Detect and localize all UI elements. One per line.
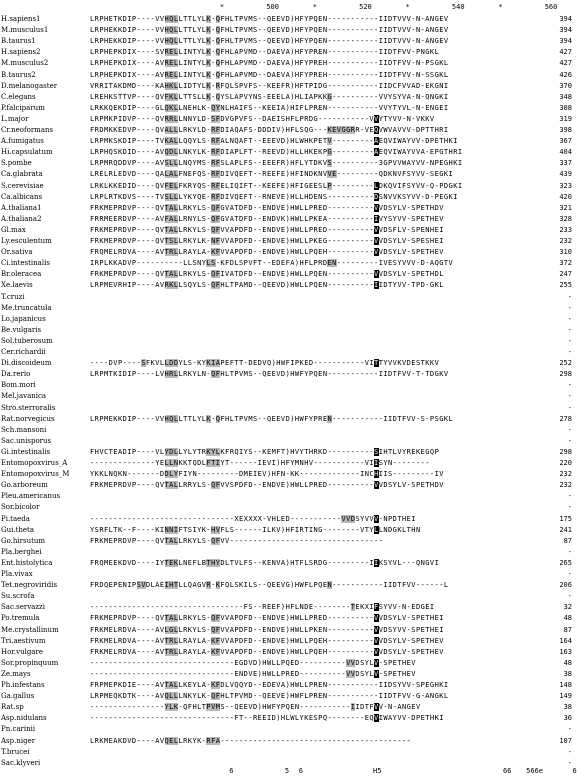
species-name: Or.sativa <box>1 248 33 257</box>
residue-count: 308 <box>559 103 572 112</box>
species-name: Mel.javanica <box>1 392 47 401</box>
species-name: Rat.sp <box>1 703 24 712</box>
residue-count: 206 <box>559 581 572 590</box>
species-name: Tet.negroviridis <box>1 581 58 590</box>
alignment-row <box>0 147 576 158</box>
alignment-row <box>0 303 576 314</box>
residue-count: 265 <box>559 558 572 567</box>
alignment-row <box>0 558 576 569</box>
sequence-text: LRKMEAKDVD----AVQELLRKYK-RFA----------------------------------------- <box>90 736 412 745</box>
species-name: Asp.niger <box>1 736 36 745</box>
species-name: Ci.intestinalis <box>1 259 50 268</box>
residue-count: 404 <box>559 148 572 157</box>
residue-count: 232 <box>559 470 572 479</box>
species-name: T.cruzi <box>1 292 25 301</box>
conservation-mark: 6 <box>298 767 304 775</box>
sequence-text: LRPHEPKDIX----AVRELLINTYLK-QFHLAPVMD--DAEVA)HFYPREH-----------IIDTFVV-N-SSGKL <box>90 70 449 79</box>
residue-count: 107 <box>559 736 572 745</box>
species-name: Cr.neoformans <box>1 126 54 134</box>
sequence-text: IRPLKKADVP----------LLSNYLS-KFDLSPVFT--EDEFA)HFLPRDEN---------IVESYVVV-D-AQGTV <box>90 259 454 268</box>
alignment-row <box>0 502 576 513</box>
sequence-text: LRPMEQKDTK----AVQLLLNKYLK-QFHLTPVMD--QEEVE)HWFLPREN-----------IIDTFVV-G-ANGKL <box>90 692 449 701</box>
alignment-row <box>0 269 576 280</box>
alignment-row <box>0 525 576 536</box>
alignment-row <box>0 480 576 491</box>
species-name: B.taurus2 <box>1 70 36 79</box>
residue-count: - <box>567 492 572 501</box>
alignment-row <box>0 425 576 436</box>
sequence-text: FHVCTEADIP----VLYDLLYLYTRKYLKFRQIYS--KEMFT)HVYTHRKD----------SIHTLVYREKEGQP <box>90 447 440 456</box>
residue-count: 148 <box>559 681 572 689</box>
residue-count: - <box>567 747 572 756</box>
species-name: Bom.mori <box>1 381 36 390</box>
sequence-text: LRELRLEDVD----QALALFNEFQS-RFDIVQEFT--REEFE)HFINDKNVVE---------QDKNVFSYVV-SEGKI <box>90 170 454 179</box>
sequence-text: LRPHETKDIP----VVHQLLTTLYLK-QFHLTPVMS--QEEVD)HFYPQEN-----------IIDTVVV-N-ANGEV <box>90 15 449 23</box>
ruler-tick: 560 <box>544 3 558 11</box>
alignment-row <box>0 236 576 247</box>
species-name: Pla.berghei <box>1 547 42 556</box>
sequence-text: LRKLKKEDID----QVFELFKRYQS-RFELIQIFT--KEEFE)HFIGEESLP---------LDKQVIFSYVV-Q-PDGKI <box>90 181 463 190</box>
species-name: D.melanogaster <box>1 81 58 90</box>
alignment-row <box>0 70 576 81</box>
sequence-text: YSRFLTK--F----KINNIFTSIYK-HVFLS------ILKV)HFIRTING--------VTYLLNDGKLTHN <box>90 525 421 534</box>
species-name: Gui.theta <box>1 525 35 534</box>
residue-count: 232 <box>559 237 572 245</box>
sequence-text: FRRMEERDVP----AVFALLRNYLS-QFGVATDFD--ENDVK)HWLLPKEA----------IVYSYVV-SPETHEV <box>90 214 444 223</box>
conservation-mark: 5 <box>284 767 290 775</box>
residue-count: 48 <box>563 658 572 667</box>
residue-count: 398 <box>559 126 572 134</box>
alignment-row <box>0 724 576 735</box>
species-name: Be.vulgaris <box>1 325 42 334</box>
sequence-text: -------------------------------ENDVE)HWLLPRED----------VVDSYLV-SPETHEV <box>90 669 416 678</box>
residue-count: 337 <box>559 159 572 168</box>
species-name: Ent.histolytica <box>1 558 53 567</box>
species-name: Hi.capsulatum <box>1 148 53 157</box>
alignment-row <box>0 458 576 469</box>
residue-count: 87 <box>563 536 572 545</box>
species-name: Cer.richardii <box>1 348 46 356</box>
species-name: Ze.mays <box>1 669 31 678</box>
residue-count: 38 <box>563 669 572 678</box>
sequence-text: LRPMEVRHIP----AVRKLLSQYLS-QFHLTPAMD--QEEVD)HWLLPQEN----------IIDTYVV-TPD-GKL <box>90 281 444 290</box>
residue-count: 241 <box>559 525 572 534</box>
alignment-row <box>0 580 576 591</box>
species-name: S.pombe <box>1 159 32 168</box>
species-name: Sac.klyveri <box>1 758 41 767</box>
residue-count: - <box>567 325 572 334</box>
residue-count: 439 <box>559 170 572 179</box>
residue-count: 232 <box>559 481 572 490</box>
species-name: Da.rerio <box>1 370 31 379</box>
alignment-row <box>0 591 576 602</box>
ruler-tick: 540 <box>451 3 465 11</box>
sequence-text: ----DVP----SFKVLLDDYLS-KYKIAPEFTT-DEDVQ)HWFIPKED-----------VITTYVVKVDESTKKV <box>90 359 440 368</box>
alignment-row <box>0 114 576 125</box>
residue-count: 321 <box>559 203 572 212</box>
species-name: Gl.max <box>1 225 26 234</box>
sequence-text: LRPMTKIDIP----LVHRLLRKYLN-QFHLTPVMS--QEEVD)HWFYPQEN-----------IIDTFVV-T-TDGKV <box>90 370 449 379</box>
residue-count: 32 <box>563 603 572 612</box>
alignment-row <box>0 292 576 303</box>
species-name: Ly.esculentum <box>1 237 52 245</box>
alignment-row <box>0 347 576 358</box>
species-name: Pi.taeda <box>1 514 30 523</box>
residue-count: - <box>567 436 572 445</box>
residue-count: 420 <box>559 192 572 201</box>
ruler-tick: 500 <box>266 3 279 11</box>
alignment-row <box>0 669 576 680</box>
conservation-mark: 566e <box>526 767 544 775</box>
residue-count: - <box>567 292 572 301</box>
sequence-text: FRDMKKEDVP----QVALLLRKYLD-RFDIAQAFS-DDDIV)HFLSQG---KEVGGRR-VEQVWVAVVV-DPTTHRI <box>90 126 449 134</box>
alignment-row <box>0 225 576 236</box>
sequence-text: VRRITAKDMD----KAHKLLIDTYLK-RFQLSPVFS--KEEFR)HFTPIDG-----------IIDCFVVAD-EKGNI <box>90 81 449 90</box>
alignment-row <box>0 691 576 702</box>
species-name: Me.truncatula <box>1 303 52 312</box>
sequence-text: LRPMRQDDVP----AVSLLLNQYMS-RFSLAPLFS--EEEFR)HFLYTDKVS----------3GPVVWAYVV-NPEGHKI <box>90 159 463 168</box>
species-name: Pleu.americanus <box>1 492 61 501</box>
alignment-row <box>0 536 576 547</box>
species-name: Sch.mansoni <box>1 425 47 434</box>
conservation-mark: 66 <box>502 767 512 775</box>
sequence-text: FRKMEPRDVP----QVTALLRKYLS-QFGVATDFD--ENDVE)HWLLPRED----------VVDSYLV-SPETHDV <box>90 203 444 212</box>
alignment-row <box>0 680 576 691</box>
alignment-row <box>0 258 576 269</box>
species-name: Ph.infestans <box>1 681 45 689</box>
alignment-row <box>0 181 576 192</box>
species-name: L.major <box>1 114 29 123</box>
alignment-row <box>0 414 576 425</box>
sequence-text: LRPHEKKDIP----VVHQLLTTLYLK-QFHLTPVMS--QEEVD)HFYPQEN-----------IIDTVVV-N-ANGEV <box>90 26 449 35</box>
alignment-row <box>0 469 576 480</box>
alignment-row <box>0 247 576 258</box>
species-name: P.falciparum <box>1 103 45 112</box>
residue-count: - <box>567 381 572 390</box>
alignment-row <box>0 747 576 758</box>
sequence-text: FRKMELRDVA----AVTRLLRAYLA-KFVVAPDFD--ENDVE)HWLLPQEH----------VVDSYLV-SPETHEV <box>90 636 444 645</box>
sequence-text: -------------------------------XEXXXX-VHLED-----------VVDSYVVV-NPDTHEI <box>90 514 416 523</box>
residue-count: - <box>567 725 572 734</box>
residue-count: 87 <box>563 625 572 634</box>
alignment-row <box>0 658 576 669</box>
sequence-text: LRPMKSKDIP----TVKALLQQYLS-RFALNQAFT--EEEVD)HLWHKPETV---------AEQVIWAYVV-DPETHKI <box>90 137 458 146</box>
species-name: Lo.japanicus <box>1 314 46 323</box>
species-name: Sol.tuberosum <box>1 336 53 345</box>
residue-count: - <box>567 336 572 345</box>
alignment-row <box>0 158 576 169</box>
alignment-row <box>0 125 576 136</box>
sequence-text: FRPMEPKDIE----AVTALLKEYLA-KFDLVQQYD--EDEVA)HWLLPREN-----------IIDSYVV-SPEGHKI <box>90 681 449 689</box>
alignment-row <box>0 192 576 203</box>
alignment-row <box>0 391 576 402</box>
species-name: Sor.propinquum <box>1 658 59 667</box>
alignment-row <box>0 81 576 92</box>
alignment-row <box>0 380 576 391</box>
alignment-row <box>0 403 576 414</box>
conservation-mark: H5 <box>373 767 382 775</box>
residue-count: 348 <box>559 92 572 101</box>
alignment-row <box>0 369 576 380</box>
residue-count: 255 <box>559 281 572 290</box>
alignment-row <box>0 36 576 47</box>
residue-count: - <box>567 392 572 401</box>
residue-count: - <box>567 303 572 312</box>
sequence-text: FRDQEPENIPSVDLAEIHTLLQAGVR-KFQLSKILS--QEEVG)HWFLPQEN-----------IIDTFVV------L <box>90 581 449 590</box>
residue-count: 38 <box>563 703 572 712</box>
species-name: H.sapiens2 <box>1 48 41 57</box>
residue-count: - <box>567 425 572 434</box>
species-name: Sac.unisporus <box>1 436 52 445</box>
sequence-text: --------------YELLNKKTQDLFTIYT------IEVI)HFYMNHV-----------VIISYN-------- <box>90 459 430 467</box>
species-name: Sac.servazzi <box>1 603 45 612</box>
alignment-row <box>0 702 576 713</box>
alignment-row <box>0 647 576 658</box>
sequence-text: FRKMEPRDVP----QVTALLRRYLS-QFVVSPDFD--ENDVE)HWLLPRED----------VVDSYLV-SPETHDV <box>90 481 444 490</box>
residue-count: 310 <box>559 248 572 257</box>
residue-count: 427 <box>559 48 572 57</box>
sequence-text: LRKKQEKDIP----GLQKLLNEHLK-QYNLHAIFS--KEEIA)HIFLPREN-----------VVYTYVL-N-ENGEI <box>90 103 449 112</box>
species-name: Go.hirsutum <box>1 536 46 545</box>
species-name: Sor.bicolor <box>1 503 40 512</box>
ruler-tick: * <box>219 3 225 11</box>
residue-count: 48 <box>563 614 572 623</box>
sequence-text: FRKMELRDVA----AVTRLLRAYLA-KFVVAPDFD--ENDVE)HWLLPQEH----------VVDSYLV-SPETHEV <box>90 647 444 656</box>
sequence-text: FRKMEPRDVP----QVTALLRKYLS-QFIVATDFD--ENDVE)HWLLPQEN----------VVDSYLV-SPETHDL <box>90 270 444 279</box>
sequence-text: LRPLRTKDVS----TVSLLLYKYQE-RFDIVQEFT--RNEVE)HLLHDENS----------DSNVVKSYVV-D-PEGKI <box>90 192 458 201</box>
residue-count: 298 <box>559 370 572 379</box>
residue-count: 394 <box>559 15 572 23</box>
alignment-row <box>0 47 576 58</box>
residue-count: 372 <box>559 259 572 268</box>
residue-count: 394 <box>559 26 572 35</box>
alignment-row <box>0 514 576 525</box>
alignment-row <box>0 325 576 336</box>
alignment-row <box>0 336 576 347</box>
residue-count: 233 <box>559 225 572 234</box>
alignment-row <box>0 92 576 103</box>
residue-count: - <box>567 758 572 767</box>
alignment-row <box>0 25 576 36</box>
residue-count: 252 <box>559 359 572 368</box>
residue-count: 278 <box>559 414 572 423</box>
alignment-row <box>0 58 576 69</box>
species-name: Di.discoideum <box>1 359 52 368</box>
residue-count: - <box>567 314 572 323</box>
sequence-text: YKKLNQKN-------DDLYFIYN---------DMEIEV)HFN-KK-------------INCHIIS---------IV <box>90 470 444 479</box>
sequence-text: LREHKSTTVP----QVFKLLTTSLLK-QYSLAPVYNS-EEELA)HLIAPKKG----------VVYSYVA-N-QNGKI <box>90 92 449 101</box>
alignment-row <box>0 613 576 624</box>
sequence-text: FRQMEEKDVD----IYTEKLNEFLBTHYDLTVLFS--KENVA)HTFLSRDG---------IIKSYVL---QNGVI <box>90 558 440 567</box>
sequence-text: LRPHEPKDIX----AVRELLINTYLK-QFHLAPVMD--DAEVA)HFYPREH-----------IIDTFVV-N-PSGKL <box>90 59 449 68</box>
residue-count: 427 <box>559 59 572 68</box>
species-name: Go.arboreum <box>1 481 48 490</box>
conservation-footer <box>0 766 576 776</box>
conservation-mark: 6 <box>572 767 577 775</box>
residue-count: - <box>567 592 572 601</box>
alignment-row <box>0 636 576 647</box>
species-name: Pla.vivax <box>1 570 33 578</box>
residue-count: 175 <box>559 514 572 523</box>
alignment-row <box>0 491 576 502</box>
sequence-text: -------------------------------FT--REEID)HLWLYKESPQ--------EQVIWAYVV-DPETHKI <box>90 714 444 723</box>
species-name: Ga.gallus <box>1 692 35 701</box>
species-name: M.musculus2 <box>1 59 49 68</box>
species-name: Asp.nidulans <box>1 714 47 723</box>
species-name: Ca.glabrata <box>1 170 43 179</box>
sequence-text: LRPMKPIDVP----QVRRLLNNYLD-SFDVGPVFS--DAEISHFLPRDG-----------VVYTYVV-N-VKKV <box>90 114 435 123</box>
residue-count: 319 <box>559 114 572 123</box>
species-name: Entomopoxvirus_A <box>1 459 68 467</box>
conservation-mark: 6 <box>229 767 234 775</box>
ruler-tick: * <box>312 3 317 11</box>
species-name: S.cerevisiae <box>1 181 44 190</box>
alignment-row <box>0 203 576 214</box>
species-name: Xe.laevis <box>1 281 33 290</box>
species-name: Me.crystallinum <box>1 625 59 634</box>
species-name: Ca.albicans <box>1 192 43 201</box>
position-ruler <box>0 2 576 12</box>
residue-count: 323 <box>559 181 572 190</box>
residue-count: - <box>567 547 572 556</box>
residue-count: 298 <box>559 447 572 456</box>
residue-count: 367 <box>559 137 572 146</box>
alignment-row <box>0 713 576 724</box>
residue-count: 247 <box>559 270 572 279</box>
sequence-text: LRPHEPKDIX----SVRELLINTYLK-QFHLAPVMD--DAEVA)HFYPREN-----------IIDTFVV-PNGKL <box>90 48 440 57</box>
species-name: Hor.vulgare <box>1 647 43 656</box>
species-name: H.sapiens1 <box>1 15 41 23</box>
sequence-text: LRPMEKKDIP----VVHQLLTTLYLK-QFHLTPVMS--QEEVD)HWFYPREN-----------IIDTFVV-S-PSGKL <box>90 414 454 423</box>
species-name: Su.scrofa <box>1 592 35 601</box>
sequence-text: FRKMELRDVA----AVLGLLRKYLS-QFVVAPDFD--ENDVE)HWLLPKEN----------VVDSYVV-SPETHEI <box>90 625 444 634</box>
sequence-text: FRKMEPRDVP----QVTALLRKYLS-QFVVAPDFD--ENDVE)HWLLPRED----------VVDSFLV-SPENHEI <box>90 225 444 234</box>
alignment-row <box>0 14 576 25</box>
alignment-row <box>0 625 576 636</box>
residue-count: 370 <box>559 81 572 90</box>
residue-count: 149 <box>559 692 572 701</box>
species-name: C.elegans <box>1 92 36 101</box>
alignment-row <box>0 569 576 580</box>
alignment-row <box>0 214 576 225</box>
sequence-text: LRPHEKKDIP----VVHQLLTTLYLK-QFHLTPVMS--QEEVD)HFYPQEN-----------IIDTVVV-N-ANGEV <box>90 37 449 46</box>
species-name: Pn.carinii <box>1 725 36 734</box>
alignment-row <box>0 602 576 613</box>
sequence-text: ---------------------------------FS--REEF)HFLNDE--------TEKXIFSYVV-N-EDGEI <box>90 603 435 612</box>
sequence-text: FRKMEPRDVP----QVTSLLRKYLK-NFVVAPDFD--ENDVE)HWLLPKEG----------VVDSYLV-SPESHEI <box>90 237 444 245</box>
species-name: Rat.norvegicus <box>1 414 55 423</box>
residue-count: 36 <box>563 714 572 723</box>
alignment-row <box>0 136 576 147</box>
sequence-text: LRPHQSKDID----AVQDLLNKYLK-RFDIAPLFT--REEVD)HLLHKEKPG---------AEQVIWAYVVA-EPGTHRI <box>90 148 463 157</box>
species-name: A.thaliana2 <box>1 214 42 223</box>
residue-count: - <box>567 403 572 412</box>
alignment-row <box>0 358 576 369</box>
species-name: A.fumigatus <box>1 137 44 146</box>
residue-count: - <box>567 348 572 356</box>
residue-count: 220 <box>559 459 572 467</box>
ruler-tick: 520 <box>359 3 372 11</box>
species-name: Tri.aestivum <box>1 636 46 645</box>
sequence-text: FRQMELRDVA----AVTRLLRAYLA-KFVVAPDFD--ENDVE)HWLLPQEH----------VVDSYLV-SPETHEV <box>90 248 444 257</box>
sequence-text: FRKMEPRDVP----QVTALLRKYLS-QFVV--------------------------------- <box>90 536 384 545</box>
alignment-row <box>0 169 576 180</box>
species-name: B.taurus1 <box>1 37 36 46</box>
alignment-row <box>0 103 576 114</box>
alignment-row <box>0 547 576 558</box>
alignment-row <box>0 436 576 447</box>
ruler-tick: * <box>498 3 503 11</box>
residue-count: - <box>567 570 572 578</box>
species-name: T.brucei <box>1 747 30 756</box>
ruler-tick: * <box>405 3 410 11</box>
residue-count: - <box>567 503 572 512</box>
sequence-text: ----------------YLK-QFHLTPVMS--QEEVD)HWFYPQEN-----------IIDTFVV-N-ANGEV <box>90 703 421 712</box>
residue-count: 163 <box>559 647 572 656</box>
sequence-text: -------------------------------EGDVD)HWLLPQED----------VVDSYLV-SPETHEV <box>90 658 416 667</box>
species-name: Gi.intestinalis <box>1 447 51 456</box>
species-name: Entomopoxvirus_M <box>1 470 70 479</box>
residue-count: 328 <box>559 214 572 223</box>
species-name: Po.tremula <box>1 614 40 623</box>
species-name: A.thaliana1 <box>1 203 42 212</box>
alignment-row <box>0 736 576 747</box>
alignment-row <box>0 447 576 458</box>
alignment-row <box>0 314 576 325</box>
species-name: M.musculus1 <box>1 26 49 35</box>
species-name: Br.oleracea <box>1 270 42 279</box>
alignment-row <box>0 280 576 291</box>
residue-count: 394 <box>559 37 572 46</box>
species-name: Stro.sterroralis <box>1 403 56 412</box>
residue-count: 426 <box>559 70 572 79</box>
residue-count: 164 <box>559 636 572 645</box>
sequence-text: FRKMEPRDVP----QVTALLRKYLS-QFVVAPDFD--ENDVE)HWLLPRED----------VVDSYLV-SPETHEI <box>90 614 444 623</box>
